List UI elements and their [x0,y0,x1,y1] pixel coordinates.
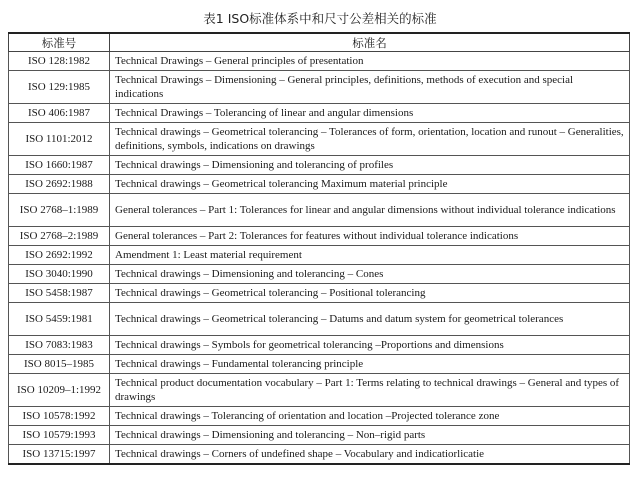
standard-name-cell: Technical drawings – Dimensioning and tolerancing of profiles [110,156,630,175]
standard-name-cell: Amendment 1: Least material requirement [110,246,630,265]
standard-name-cell: Technical drawings – Geometrical tolerancing Maximum material principle [110,175,630,194]
standard-name-cell: Technical drawings – Fundamental tolerancing principle [110,355,630,374]
header-standard-name: 标准名 [110,33,630,52]
table-row [9,71,630,104]
standard-name-cell: Technical Drawings – Dimensioning – General principles, definitions, methods of execution and special indications [110,71,630,104]
table-row [9,355,630,374]
table-body [9,52,630,465]
table-caption: 表1 ISO标准体系中和尺寸公差相关的标准 [203,11,437,26]
standard-name-cell: Technical drawings – Symbols for geometrical tolerancing –Proportions and dimensions [110,336,630,355]
standard-name-cell: Technical drawings – Tolerancing of orientation and location –Projected tolerance zone [110,407,630,426]
standard-number-cell: ISO 406:1987 [9,104,110,123]
table-row [9,175,630,194]
table-row [9,374,630,407]
table-row [9,227,630,246]
table-row [9,407,630,426]
table-row [9,265,630,284]
standard-name-cell: Technical drawings – Dimensioning and tolerancing – Non–rigid parts [110,426,630,445]
standard-number-cell: ISO 5458:1987 [9,284,110,303]
standard-name-cell: Technical Drawings – General principles of presentation [110,52,630,71]
standard-name-cell: General tolerances – Part 2: Tolerances for features without individual tolerance indications [110,227,630,246]
table-row [9,303,630,336]
table-row [9,284,630,303]
table-row [9,123,630,156]
table-row [9,52,630,71]
standard-name-cell: Technical drawings – Corners of undefined shape – Vocabulary and indicatiorlicatie [110,445,630,465]
table-row [9,426,630,445]
header-standard-number: 标准号 [9,33,110,52]
table-row [9,246,630,265]
standard-name-cell: Technical drawings – Geometrical tolerancing – Positional tolerancing [110,284,630,303]
standard-number-cell: ISO 10578:1992 [9,407,110,426]
table-row [9,194,630,227]
standard-number-cell: ISO 128:1982 [9,52,110,71]
standard-name-cell: Technical product documentation vocabulary – Part 1: Terms relating to technical drawings – General and types of drawings [110,374,630,407]
table-row [9,336,630,355]
standard-name-cell: Technical drawings – Dimensioning and tolerancing – Cones [110,265,630,284]
table-header-row [9,33,630,52]
standard-name-cell: General tolerances – Part 1: Tolerances for linear and angular dimensions without individual tolerance indications [110,194,630,227]
standard-number-cell: ISO 10579:1993 [9,426,110,445]
table-row [9,156,630,175]
standard-name-cell: Technical Drawings – Tolerancing of linear and angular dimensions [110,104,630,123]
table-row [9,445,630,465]
standard-number-cell: ISO 8015–1985 [9,355,110,374]
standard-number-cell: ISO 1660:1987 [9,156,110,175]
standard-number-cell: ISO 1101:2012 [9,123,110,156]
standard-name-cell: Technical drawings – Geometrical tolerancing – Datums and datum system for geometrical tolerances [110,303,630,336]
standard-number-cell: ISO 2768–1:1989 [9,194,110,227]
standard-number-cell: ISO 13715:1997 [9,445,110,465]
standard-number-cell: ISO 2692:1992 [9,246,110,265]
standards-table [8,32,630,465]
standard-number-cell: ISO 2692:1988 [9,175,110,194]
standard-name-cell: Technical drawings – Geometrical tolerancing – Tolerances of form, orientation, location and runout – Generalities, definitions, symbols, indications on drawings [110,123,630,156]
standard-number-cell: ISO 2768–2:1989 [9,227,110,246]
standard-number-cell: ISO 129:1985 [9,71,110,104]
standard-number-cell: ISO 10209–1:1992 [9,374,110,407]
standard-number-cell: ISO 7083:1983 [9,336,110,355]
standard-number-cell: ISO 3040:1990 [9,265,110,284]
table-row [9,104,630,123]
standard-number-cell: ISO 5459:1981 [9,303,110,336]
